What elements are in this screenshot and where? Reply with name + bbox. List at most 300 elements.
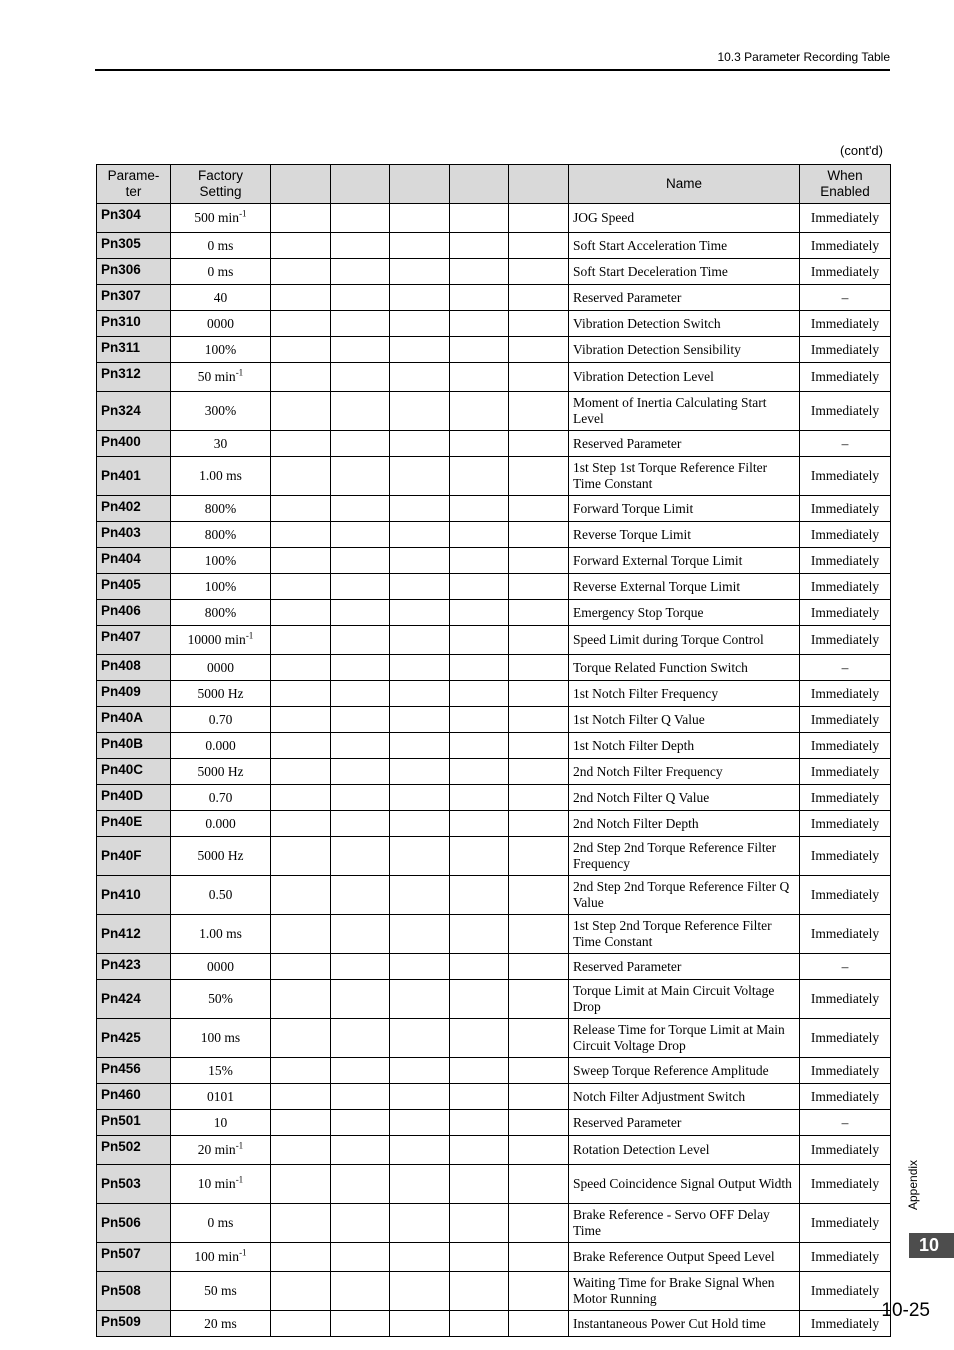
factory-value: 50 min xyxy=(197,369,236,384)
record-cell-1 xyxy=(271,980,331,1019)
record-cell-2 xyxy=(331,600,390,626)
when-enabled: – xyxy=(800,285,891,311)
record-cell-1 xyxy=(271,457,331,496)
factory-value: 20 min xyxy=(197,1142,236,1157)
parameter-code: Pn502 xyxy=(97,1136,171,1165)
record-cell-2 xyxy=(331,363,390,392)
table-header-row xyxy=(97,165,891,204)
record-cell-1 xyxy=(271,759,331,785)
factory-value: 30 xyxy=(213,435,228,451)
record-cell-3 xyxy=(390,876,450,915)
record-cell-4 xyxy=(450,707,509,733)
parameter-name: Reserved Parameter xyxy=(569,954,800,980)
parameter-code: Pn501 xyxy=(97,1110,171,1136)
parameter-name: 2nd Notch Filter Q Value xyxy=(569,785,800,811)
record-cell-2 xyxy=(331,785,390,811)
factory-setting xyxy=(171,431,271,457)
parameter-code: Pn460 xyxy=(97,1084,171,1110)
record-cell-2 xyxy=(331,1110,390,1136)
factory-value: 800% xyxy=(204,500,237,516)
record-cell-5 xyxy=(509,980,569,1019)
record-cell-1 xyxy=(271,1110,331,1136)
record-cell-3 xyxy=(390,431,450,457)
record-cell-3 xyxy=(390,1311,450,1337)
parameter-code: Pn305 xyxy=(97,233,171,259)
factory-value: 0 ms xyxy=(207,263,234,279)
record-cell-1 xyxy=(271,392,331,431)
record-cell-5 xyxy=(509,1165,569,1204)
parameter-name: Release Time for Torque Limit at Main Circuit Voltage Drop xyxy=(569,1019,800,1058)
factory-setting xyxy=(171,392,271,431)
factory-value: 800% xyxy=(204,526,237,542)
when-enabled: Immediately xyxy=(800,392,891,431)
parameter-code: Pn304 xyxy=(97,204,171,233)
factory-setting xyxy=(171,1110,271,1136)
record-cell-5 xyxy=(509,457,569,496)
factory-value: 100% xyxy=(204,552,237,568)
parameter-name: Speed Limit during Torque Control xyxy=(569,626,800,655)
parameter-code: Pn412 xyxy=(97,915,171,954)
factory-setting xyxy=(171,1165,271,1204)
record-cell-1 xyxy=(271,1311,331,1337)
factory-setting xyxy=(171,1311,271,1337)
record-cell-3 xyxy=(390,311,450,337)
record-cell-3 xyxy=(390,811,450,837)
table-row xyxy=(97,1110,891,1136)
parameter-name: 1st Step 1st Torque Reference Filter Time Constant xyxy=(569,457,800,496)
record-cell-1 xyxy=(271,363,331,392)
record-cell-4 xyxy=(450,915,509,954)
parameter-code: Pn403 xyxy=(97,522,171,548)
unit-exponent: -1 xyxy=(235,1174,244,1185)
factory-value: 20 ms xyxy=(204,1315,237,1331)
parameter-code: Pn410 xyxy=(97,876,171,915)
when-enabled: Immediately xyxy=(800,876,891,915)
header-blank-4 xyxy=(450,165,509,204)
table-row xyxy=(97,915,891,954)
parameter-code: Pn503 xyxy=(97,1165,171,1204)
factory-setting xyxy=(171,915,271,954)
record-cell-1 xyxy=(271,876,331,915)
unit-exponent: -1 xyxy=(239,208,247,219)
parameter-name: Brake Reference Output Speed Level xyxy=(569,1243,800,1272)
record-cell-4 xyxy=(450,1243,509,1272)
when-enabled: Immediately xyxy=(800,1165,891,1204)
record-cell-3 xyxy=(390,707,450,733)
factory-setting xyxy=(171,337,271,363)
when-enabled: Immediately xyxy=(800,785,891,811)
unit-exponent: -1 xyxy=(235,1140,244,1151)
factory-setting xyxy=(171,522,271,548)
record-cell-3 xyxy=(390,392,450,431)
parameter-code: Pn406 xyxy=(97,600,171,626)
factory-setting xyxy=(171,655,271,681)
record-cell-2 xyxy=(331,522,390,548)
record-cell-3 xyxy=(390,733,450,759)
when-enabled: Immediately xyxy=(800,457,891,496)
record-cell-2 xyxy=(331,392,390,431)
record-cell-3 xyxy=(390,363,450,392)
record-cell-2 xyxy=(331,811,390,837)
table-row xyxy=(97,522,891,548)
record-cell-2 xyxy=(331,285,390,311)
factory-value: 10 xyxy=(213,1114,228,1130)
record-cell-5 xyxy=(509,496,569,522)
record-cell-2 xyxy=(331,496,390,522)
table-row xyxy=(97,707,891,733)
parameter-name: Speed Coincidence Signal Output Width xyxy=(569,1165,800,1204)
record-cell-4 xyxy=(450,457,509,496)
when-enabled: Immediately xyxy=(800,1136,891,1165)
record-cell-4 xyxy=(450,954,509,980)
record-cell-3 xyxy=(390,681,450,707)
parameter-name: 1st Notch Filter Depth xyxy=(569,733,800,759)
parameter-name: Vibration Detection Level xyxy=(569,363,800,392)
factory-value: 100% xyxy=(204,341,237,357)
parameter-code: Pn507 xyxy=(97,1243,171,1272)
record-cell-1 xyxy=(271,311,331,337)
when-enabled: Immediately xyxy=(800,337,891,363)
parameter-name: Forward Torque Limit xyxy=(569,496,800,522)
factory-value: 100% xyxy=(204,578,237,594)
record-cell-4 xyxy=(450,733,509,759)
factory-value: 0.50 xyxy=(208,887,233,902)
record-cell-5 xyxy=(509,522,569,548)
factory-setting xyxy=(171,1084,271,1110)
factory-value: 500 min xyxy=(194,210,240,225)
when-enabled: Immediately xyxy=(800,1019,891,1058)
record-cell-2 xyxy=(331,980,390,1019)
record-cell-4 xyxy=(450,681,509,707)
record-cell-5 xyxy=(509,681,569,707)
when-enabled: Immediately xyxy=(800,1084,891,1110)
factory-setting xyxy=(171,548,271,574)
record-cell-2 xyxy=(331,1243,390,1272)
factory-setting xyxy=(171,574,271,600)
factory-value: 0.000 xyxy=(205,737,236,753)
record-cell-5 xyxy=(509,1019,569,1058)
record-cell-1 xyxy=(271,733,331,759)
factory-setting xyxy=(171,233,271,259)
when-enabled: Immediately xyxy=(800,233,891,259)
parameter-code: Pn400 xyxy=(97,431,171,457)
record-cell-4 xyxy=(450,337,509,363)
factory-setting xyxy=(171,785,271,811)
record-cell-4 xyxy=(450,837,509,876)
record-cell-4 xyxy=(450,626,509,655)
parameter-code: Pn40C xyxy=(97,759,171,785)
parameter-code: Pn324 xyxy=(97,392,171,431)
record-cell-2 xyxy=(331,337,390,363)
record-cell-1 xyxy=(271,1204,331,1243)
factory-value: 0.70 xyxy=(208,789,233,805)
parameter-code: Pn423 xyxy=(97,954,171,980)
factory-setting xyxy=(171,1136,271,1165)
table-row xyxy=(97,1058,891,1084)
table-row xyxy=(97,681,891,707)
table-row xyxy=(97,655,891,681)
record-cell-4 xyxy=(450,759,509,785)
record-cell-3 xyxy=(390,1165,450,1204)
record-cell-2 xyxy=(331,1136,390,1165)
table-row xyxy=(97,259,891,285)
table-row xyxy=(97,337,891,363)
record-cell-3 xyxy=(390,954,450,980)
factory-setting xyxy=(171,311,271,337)
record-cell-3 xyxy=(390,285,450,311)
unit-exponent: -1 xyxy=(245,630,254,641)
parameter-code: Pn509 xyxy=(97,1311,171,1337)
record-cell-4 xyxy=(450,1110,509,1136)
table-row xyxy=(97,548,891,574)
record-cell-4 xyxy=(450,548,509,574)
table-row xyxy=(97,733,891,759)
record-cell-5 xyxy=(509,600,569,626)
header-rule xyxy=(95,69,890,71)
parameter-code: Pn409 xyxy=(97,681,171,707)
table-row xyxy=(97,1204,891,1243)
table-row xyxy=(97,811,891,837)
factory-setting xyxy=(171,1272,271,1311)
when-enabled: Immediately xyxy=(800,496,891,522)
record-cell-2 xyxy=(331,1058,390,1084)
parameter-name: Reserved Parameter xyxy=(569,1110,800,1136)
when-enabled: – xyxy=(800,1110,891,1136)
record-cell-3 xyxy=(390,600,450,626)
table-row xyxy=(97,1084,891,1110)
record-cell-1 xyxy=(271,259,331,285)
header-blank-3 xyxy=(390,165,450,204)
record-cell-4 xyxy=(450,1311,509,1337)
record-cell-3 xyxy=(390,1243,450,1272)
header-parameter xyxy=(97,165,171,204)
parameter-code: Pn456 xyxy=(97,1058,171,1084)
factory-setting xyxy=(171,1243,271,1272)
parameter-name: Vibration Detection Sensibility xyxy=(569,337,800,363)
record-cell-3 xyxy=(390,548,450,574)
record-cell-4 xyxy=(450,655,509,681)
record-cell-5 xyxy=(509,707,569,733)
record-cell-4 xyxy=(450,285,509,311)
factory-value: 0000 xyxy=(207,315,234,331)
record-cell-2 xyxy=(331,1272,390,1311)
record-cell-4 xyxy=(450,811,509,837)
record-cell-5 xyxy=(509,1136,569,1165)
record-cell-2 xyxy=(331,915,390,954)
record-cell-2 xyxy=(331,876,390,915)
parameter-name: Emergency Stop Torque xyxy=(569,600,800,626)
when-enabled: Immediately xyxy=(800,915,891,954)
record-cell-5 xyxy=(509,811,569,837)
factory-setting xyxy=(171,707,271,733)
record-cell-3 xyxy=(390,259,450,285)
record-cell-4 xyxy=(450,496,509,522)
table-row xyxy=(97,876,891,915)
parameter-name: JOG Speed xyxy=(569,204,800,233)
when-enabled: Immediately xyxy=(800,759,891,785)
table-row xyxy=(97,1165,891,1204)
record-cell-5 xyxy=(509,337,569,363)
record-cell-5 xyxy=(509,1311,569,1337)
factory-value: 300% xyxy=(204,403,237,418)
factory-value: 100 ms xyxy=(200,1030,241,1045)
table-row xyxy=(97,626,891,655)
table-row xyxy=(97,392,891,431)
record-cell-5 xyxy=(509,259,569,285)
record-cell-2 xyxy=(331,1311,390,1337)
record-cell-5 xyxy=(509,1272,569,1311)
record-cell-1 xyxy=(271,431,331,457)
record-cell-5 xyxy=(509,655,569,681)
when-enabled: Immediately xyxy=(800,1204,891,1243)
when-enabled: Immediately xyxy=(800,733,891,759)
record-cell-3 xyxy=(390,759,450,785)
record-cell-3 xyxy=(390,1204,450,1243)
record-cell-4 xyxy=(450,1272,509,1311)
header-name: Name xyxy=(569,165,800,204)
when-enabled: Immediately xyxy=(800,1311,891,1337)
factory-setting xyxy=(171,204,271,233)
record-cell-3 xyxy=(390,837,450,876)
table-row xyxy=(97,759,891,785)
record-cell-5 xyxy=(509,733,569,759)
parameter-name: Reserved Parameter xyxy=(569,285,800,311)
table-row xyxy=(97,496,891,522)
parameter-name: Soft Start Acceleration Time xyxy=(569,233,800,259)
record-cell-1 xyxy=(271,1136,331,1165)
parameter-code: Pn424 xyxy=(97,980,171,1019)
when-enabled: Immediately xyxy=(800,548,891,574)
record-cell-1 xyxy=(271,626,331,655)
header-blank-2 xyxy=(331,165,390,204)
record-cell-5 xyxy=(509,915,569,954)
record-cell-5 xyxy=(509,1110,569,1136)
table-row xyxy=(97,574,891,600)
parameter-name: Soft Start Deceleration Time xyxy=(569,259,800,285)
parameter-name: Reserved Parameter xyxy=(569,431,800,457)
factory-setting xyxy=(171,259,271,285)
parameter-code: Pn40D xyxy=(97,785,171,811)
when-enabled: – xyxy=(800,954,891,980)
table-row xyxy=(97,785,891,811)
record-cell-1 xyxy=(271,548,331,574)
unit-exponent: -1 xyxy=(239,1247,247,1258)
parameter-name: 1st Notch Filter Q Value xyxy=(569,707,800,733)
factory-setting xyxy=(171,363,271,392)
record-cell-2 xyxy=(331,707,390,733)
record-cell-4 xyxy=(450,311,509,337)
when-enabled: Immediately xyxy=(800,600,891,626)
table-row xyxy=(97,285,891,311)
table-row xyxy=(97,311,891,337)
record-cell-5 xyxy=(509,785,569,811)
record-cell-3 xyxy=(390,574,450,600)
factory-setting xyxy=(171,876,271,915)
parameter-name: 1st Notch Filter Frequency xyxy=(569,681,800,707)
unit-exponent: -1 xyxy=(235,367,244,378)
factory-setting xyxy=(171,681,271,707)
record-cell-3 xyxy=(390,785,450,811)
record-cell-1 xyxy=(271,204,331,233)
factory-setting xyxy=(171,626,271,655)
record-cell-2 xyxy=(331,681,390,707)
parameter-code: Pn401 xyxy=(97,457,171,496)
record-cell-2 xyxy=(331,233,390,259)
table-row xyxy=(97,980,891,1019)
record-cell-3 xyxy=(390,233,450,259)
record-cell-4 xyxy=(450,1058,509,1084)
table-row xyxy=(97,1272,891,1311)
parameter-code: Pn40A xyxy=(97,707,171,733)
factory-value: 0.70 xyxy=(208,711,233,727)
parameter-code: Pn40B xyxy=(97,733,171,759)
factory-value: 0 ms xyxy=(207,237,234,253)
record-cell-3 xyxy=(390,655,450,681)
table-row xyxy=(97,431,891,457)
when-enabled: Immediately xyxy=(800,1272,891,1311)
chapter-tab: 10 xyxy=(909,1233,954,1258)
table-row xyxy=(97,1311,891,1337)
record-cell-2 xyxy=(331,954,390,980)
parameter-code: Pn306 xyxy=(97,259,171,285)
header-factory-setting xyxy=(171,165,271,204)
factory-setting xyxy=(171,733,271,759)
record-cell-2 xyxy=(331,431,390,457)
record-cell-4 xyxy=(450,204,509,233)
parameter-name: Torque Related Function Switch xyxy=(569,655,800,681)
record-cell-3 xyxy=(390,1136,450,1165)
record-cell-5 xyxy=(509,1204,569,1243)
record-cell-4 xyxy=(450,522,509,548)
parameter-name: 2nd Notch Filter Depth xyxy=(569,811,800,837)
header-section-title: 10.3 Parameter Recording Table xyxy=(717,50,890,64)
factory-value: 5000 Hz xyxy=(197,685,244,701)
when-enabled: – xyxy=(800,431,891,457)
parameter-code: Pn312 xyxy=(97,363,171,392)
parameter-name: Sweep Torque Reference Amplitude xyxy=(569,1058,800,1084)
factory-value: 0 ms xyxy=(207,1215,234,1230)
continued-label: (cont'd) xyxy=(840,143,883,158)
table-row xyxy=(97,1019,891,1058)
record-cell-3 xyxy=(390,522,450,548)
factory-value: 1.00 ms xyxy=(199,926,242,941)
record-cell-1 xyxy=(271,785,331,811)
record-cell-5 xyxy=(509,548,569,574)
record-cell-3 xyxy=(390,1058,450,1084)
parameter-code: Pn402 xyxy=(97,496,171,522)
parameter-code: Pn40E xyxy=(97,811,171,837)
parameter-code: Pn408 xyxy=(97,655,171,681)
record-cell-4 xyxy=(450,1165,509,1204)
parameter-code: Pn40F xyxy=(97,837,171,876)
record-cell-5 xyxy=(509,1243,569,1272)
record-cell-4 xyxy=(450,363,509,392)
parameter-name: Brake Reference - Servo OFF Delay Time xyxy=(569,1204,800,1243)
parameter-name: Forward External Torque Limit xyxy=(569,548,800,574)
parameter-code: Pn307 xyxy=(97,285,171,311)
table-body xyxy=(97,204,891,1337)
record-cell-5 xyxy=(509,204,569,233)
record-cell-1 xyxy=(271,681,331,707)
parameter-name: Waiting Time for Brake Signal When Motor Running xyxy=(569,1272,800,1311)
when-enabled: Immediately xyxy=(800,837,891,876)
record-cell-2 xyxy=(331,733,390,759)
factory-value: 10 min xyxy=(197,1176,236,1191)
when-enabled: Immediately xyxy=(800,811,891,837)
factory-setting xyxy=(171,980,271,1019)
record-cell-5 xyxy=(509,311,569,337)
parameter-name: Instantaneous Power Cut Hold time xyxy=(569,1311,800,1337)
